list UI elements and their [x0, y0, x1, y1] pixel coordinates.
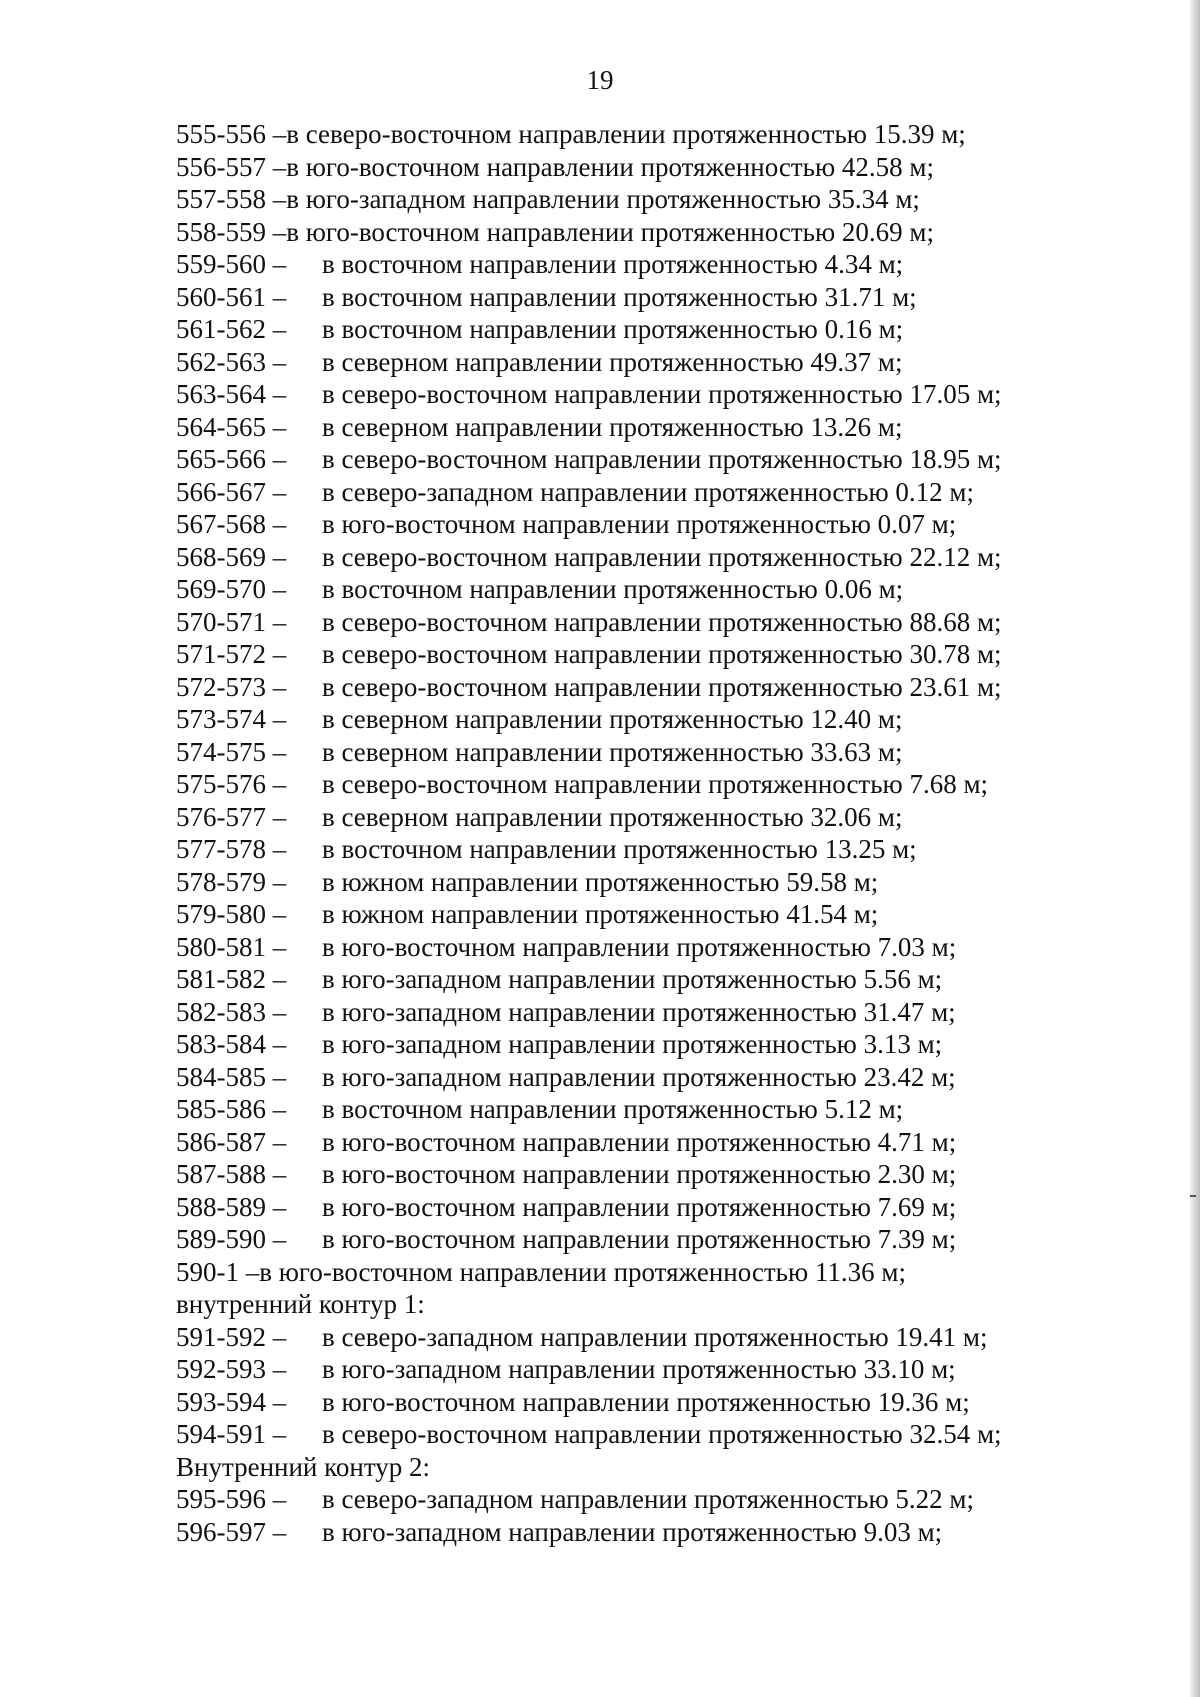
- segment-line: [176, 1353, 1076, 1386]
- segment-description: в северо-восточном направлении протяженностью 17.05 м;: [322, 379, 1002, 409]
- segment-line: [176, 898, 1076, 931]
- segment-description: в северном направлении протяженностью 13.26 м;: [322, 411, 903, 442]
- segment-code: 594-591 –: [176, 1419, 287, 1449]
- segment-code: 560-561 –: [176, 281, 287, 312]
- segment-code: 561-562 –: [176, 314, 287, 344]
- segment-code: 567-568 –: [176, 509, 287, 539]
- segment-code: 588-589 –: [176, 1191, 287, 1222]
- segment-code: 557-558 –: [176, 184, 287, 214]
- segment-line: [176, 1061, 1076, 1094]
- segment-description: в южном направлении протяженностью 59.58 м;: [322, 866, 879, 897]
- segment-code: 590-1 –: [176, 1256, 260, 1287]
- segment-code: 596-597 –: [176, 1516, 287, 1547]
- segment-code: 593-594 –: [176, 1386, 287, 1417]
- segment-description: в юго-западном направлении протяженностью 31.47 м;: [322, 996, 956, 1027]
- segment-code: 562-563 –: [176, 346, 287, 377]
- segment-description: в восточном направлении протяженностью 31.71 м;: [322, 281, 917, 312]
- page-edge-mark: [1190, 1195, 1196, 1197]
- segment-line: [176, 996, 1076, 1029]
- segment-line: [176, 508, 1076, 541]
- segment-code: 576-577 –: [176, 801, 287, 832]
- segment-description: в юго-западном направлении протяженностью 5.56 м;: [322, 964, 943, 994]
- segment-line: [176, 801, 1076, 834]
- segment-line: [176, 833, 1076, 866]
- segment-line: [176, 443, 1076, 476]
- segment-description: в юго-западном направлении протяженностью 23.42 м;: [322, 1061, 956, 1092]
- segment-code: 583-584 –: [176, 1029, 287, 1059]
- segment-line: [176, 866, 1076, 899]
- segment-description: в северном направлении протяженностью 33.63 м;: [322, 736, 903, 767]
- segment-code: 577-578 –: [176, 834, 287, 864]
- segment-line: [176, 1223, 1076, 1256]
- segment-description: в юго-восточном направлении протяженностью 42.58 м;: [286, 151, 934, 182]
- segment-description: в северном направлении протяженностью 12.40 м;: [322, 704, 903, 734]
- segment-description: в северо-восточном направлении протяженностью 30.78 м;: [322, 639, 1002, 669]
- segment-code: 581-582 –: [176, 964, 287, 994]
- segment-line: [176, 1158, 1076, 1191]
- segment-line: [176, 183, 1076, 216]
- page-edge-shadow: [1190, 0, 1200, 1697]
- segment-code: 571-572 –: [176, 639, 287, 669]
- segment-code: 558-559 –: [176, 216, 287, 247]
- boundary-description-list: [176, 118, 1076, 1548]
- contour-heading: внутренний контур 1:: [176, 1289, 425, 1319]
- segment-line: [176, 1126, 1076, 1159]
- segment-line: [176, 1191, 1076, 1224]
- segment-description: в юго-восточном направлении протяженностью 7.69 м;: [322, 1191, 957, 1222]
- segment-description: в юго-западном направлении протяженностью 33.10 м;: [322, 1354, 956, 1384]
- segment-code: 572-573 –: [176, 671, 287, 702]
- segment-description: в восточном направлении протяженностью 13.25 м;: [322, 834, 917, 864]
- segment-code: 570-571 –: [176, 606, 287, 637]
- segment-line: [176, 1256, 1076, 1289]
- segment-code: 582-583 –: [176, 996, 287, 1027]
- segment-line: [176, 1386, 1076, 1419]
- segment-line: [176, 476, 1076, 509]
- segment-description: в юго-восточном направлении протяженностью 20.69 м;: [286, 216, 934, 247]
- segment-description: в юго-восточном направлении протяженностью 19.36 м;: [322, 1386, 970, 1417]
- segment-code: 569-570 –: [176, 574, 287, 604]
- segment-line: [176, 1321, 1076, 1354]
- segment-line: [176, 638, 1076, 671]
- segment-line: [176, 346, 1076, 379]
- segment-code: 585-586 –: [176, 1094, 287, 1124]
- segment-description: в северо-восточном направлении протяженностью 15.39 м;: [286, 119, 966, 149]
- segment-line: [176, 1483, 1076, 1516]
- segment-code: 563-564 –: [176, 379, 287, 409]
- segment-description: в восточном направлении протяженностью 0.16 м;: [322, 314, 904, 344]
- segment-description: в юго-восточном направлении протяженностью 7.03 м;: [322, 931, 957, 962]
- segment-description: в северном направлении протяженностью 32.06 м;: [322, 801, 903, 832]
- segment-description: в восточном направлении протяженностью 5.12 м;: [322, 1094, 904, 1124]
- segment-line: [176, 1451, 1076, 1484]
- segment-description: в северо-западном направлении протяженностью 0.12 м;: [322, 476, 974, 507]
- segment-description: в северном направлении протяженностью 49.37 м;: [322, 346, 903, 377]
- segment-code: 556-557 –: [176, 151, 287, 182]
- segment-description: в восточном направлении протяженностью 0.06 м;: [322, 574, 904, 604]
- segment-description: в юго-восточном направлении протяженностью 2.30 м;: [322, 1159, 957, 1189]
- segment-line: [176, 606, 1076, 639]
- segment-line: [176, 248, 1076, 281]
- segment-line: [176, 736, 1076, 769]
- contour-heading: Внутренний контур 2:: [176, 1451, 431, 1482]
- segment-line: [176, 281, 1076, 314]
- segment-line: [176, 151, 1076, 184]
- segment-code: 580-581 –: [176, 931, 287, 962]
- segment-code: 555-556 –: [176, 119, 287, 149]
- segment-description: в юго-западном направлении протяженностью 35.34 м;: [286, 184, 920, 214]
- segment-description: в юго-восточном направлении протяженностью 7.39 м;: [322, 1224, 957, 1254]
- segment-line: [176, 768, 1076, 801]
- segment-line: [176, 1288, 1076, 1321]
- segment-code: 579-580 –: [176, 899, 287, 929]
- segment-code: 595-596 –: [176, 1484, 287, 1514]
- segment-description: в юго-восточном направлении протяженностью 11.36 м;: [259, 1256, 906, 1287]
- segment-description: в северо-восточном направлении протяженностью 18.95 м;: [322, 444, 1002, 474]
- segment-line: [176, 411, 1076, 444]
- segment-line: [176, 931, 1076, 964]
- segment-code: 559-560 –: [176, 249, 287, 279]
- segment-description: в северо-западном направлении протяженностью 5.22 м;: [322, 1484, 974, 1514]
- segment-description: в южном направлении протяженностью 41.54 м;: [322, 899, 879, 929]
- segment-code: 578-579 –: [176, 866, 287, 897]
- segment-code: 592-593 –: [176, 1354, 287, 1384]
- segment-line: [176, 216, 1076, 249]
- segment-line: [176, 378, 1076, 411]
- segment-line: [176, 118, 1076, 151]
- segment-code: 584-585 –: [176, 1061, 287, 1092]
- segment-description: в северо-восточном направлении протяженностью 32.54 м;: [322, 1419, 1002, 1449]
- segment-description: в северо-восточном направлении протяженностью 88.68 м;: [322, 606, 1002, 637]
- segment-code: 564-565 –: [176, 411, 287, 442]
- segment-code: 574-575 –: [176, 736, 287, 767]
- segment-description: в северо-западном направлении протяженностью 19.41 м;: [322, 1321, 988, 1352]
- segment-code: 573-574 –: [176, 704, 287, 734]
- segment-code: 568-569 –: [176, 541, 287, 572]
- segment-line: [176, 1093, 1076, 1126]
- segment-code: 575-576 –: [176, 769, 287, 799]
- segment-line: [176, 1028, 1076, 1061]
- segment-description: в северо-восточном направлении протяженностью 7.68 м;: [322, 769, 989, 799]
- segment-line: [176, 671, 1076, 704]
- segment-code: 589-590 –: [176, 1224, 287, 1254]
- segment-line: [176, 313, 1076, 346]
- page-number: 19: [586, 65, 614, 95]
- segment-code: 586-587 –: [176, 1126, 287, 1157]
- segment-code: 566-567 –: [176, 476, 287, 507]
- segment-line: [176, 703, 1076, 736]
- segment-description: в юго-восточном направлении протяженностью 0.07 м;: [322, 509, 957, 539]
- segment-line: [176, 1516, 1076, 1549]
- segment-line: [176, 1418, 1076, 1451]
- segment-description: в юго-западном направлении протяженностью 9.03 м;: [322, 1516, 943, 1547]
- segment-code: 587-588 –: [176, 1159, 287, 1189]
- segment-description: в северо-восточном направлении протяженностью 23.61 м;: [322, 671, 1002, 702]
- segment-line: [176, 541, 1076, 574]
- segment-line: [176, 573, 1076, 606]
- segment-code: 565-566 –: [176, 444, 287, 474]
- segment-description: в юго-западном направлении протяженностью 3.13 м;: [322, 1029, 943, 1059]
- segment-line: [176, 963, 1076, 996]
- segment-description: в восточном направлении протяженностью 4.34 м;: [322, 249, 904, 279]
- segment-description: в юго-восточном направлении протяженностью 4.71 м;: [322, 1126, 957, 1157]
- segment-code: 591-592 –: [176, 1321, 287, 1352]
- segment-description: в северо-восточном направлении протяженностью 22.12 м;: [322, 541, 1002, 572]
